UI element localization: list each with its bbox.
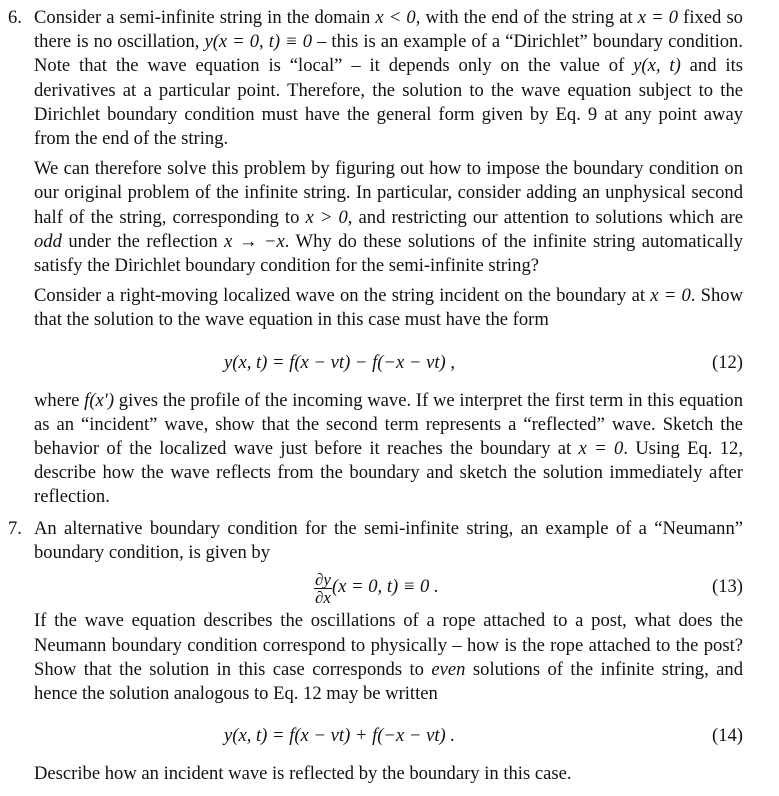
emphasis: even <box>431 658 466 680</box>
problem-6 <box>8 6 748 510</box>
text-run: . Why do these solutions of the infinite string automatically satisfy the Dirichlet boundary condition for the semi-infinite string? <box>34 230 743 277</box>
inline-math: x < 0 <box>375 7 416 28</box>
text-run: under the reflection <box>61 230 225 252</box>
equation-formula: y(x, t) = f(x − vt) − f(−x − vt) , <box>224 351 456 373</box>
paragraph <box>34 389 743 510</box>
equation-formula: y(x, t) = f(x − vt) + f(−x − vt) . <box>224 725 456 747</box>
emphasis: odd <box>34 230 62 252</box>
equation-14 <box>34 722 743 750</box>
inline-math: x = 0 <box>637 7 679 28</box>
text-run: solutions of the infinite string, and hence the solution analogous to Eq. 12 may be written <box>34 658 743 705</box>
equation-number: (12) <box>712 351 743 373</box>
inline-math: x = 0 <box>578 438 624 460</box>
text-run: and its derivatives at a particular point. Therefore, the solution to the wave equation subject to the Dirichlet boundary condition must have the general form given by Eq. 9 at any point away from the end of the string. <box>34 55 743 150</box>
fraction-numerator: ∂y <box>315 569 331 589</box>
text-run: . Show that the solution to the wave equation in this case must have the form <box>34 285 743 331</box>
text-run: – this is an example of a “Dirichlet” boundary condition. Note that the wave equation is “local” – it depends only on the value of <box>34 31 743 77</box>
problem-7 <box>8 517 748 786</box>
text-run: , with the end of the string at <box>415 7 638 28</box>
inline-math: x = 0 <box>650 285 691 307</box>
text-run: gives the profile of the incoming wave. If we interpret the first term in this equation as an “incident” wave, show that the second term represents a “reflected” wave. Sketch the behavior of the localized wave just before it reaches the boundary at <box>34 389 743 460</box>
problem-body <box>34 517 743 786</box>
paragraph <box>34 6 743 151</box>
text-run: An alternative boundary condition for the semi-infinite string, an example of a “Neumann” boundary condition, is given by <box>34 518 743 564</box>
text-run: Consider a semi-infinite string in the domain <box>34 7 376 28</box>
problem-body <box>34 6 743 510</box>
fraction-denominator: ∂x <box>315 587 331 607</box>
equation-formula <box>314 567 439 607</box>
equation-number: (13) <box>712 576 743 598</box>
problem-number: 7. <box>8 518 22 539</box>
partial-derivative <box>314 571 332 606</box>
paragraph <box>34 762 743 786</box>
paragraph <box>34 284 743 332</box>
text-run: fixed so there is no oscillation, <box>34 7 743 53</box>
paragraph <box>34 609 743 706</box>
equation-rest: (x = 0, t) ≡ 0 . <box>331 576 439 598</box>
text-run: Describe how an incident wave is reflected by the boundary in this case. <box>34 763 572 785</box>
paragraph <box>34 157 743 278</box>
text-run: . Using Eq. 12, describe how the wave reflects from the boundary and sketch the solution immediately after reflection. <box>34 438 743 508</box>
inline-math: y(x, t) <box>633 55 681 77</box>
equation-12 <box>34 349 743 377</box>
paragraph <box>34 517 743 565</box>
equation-number: (14) <box>712 725 743 747</box>
text-run: If the wave equation describes the oscillations of a rope attached to a post, what does the Neumann boundary condition correspond to physically – how is the rope attached to the post? Show that the solution in this case corresponds to <box>34 610 743 680</box>
text-run: Consider a right-moving localized wave on the string incident on the boundary at <box>34 285 651 307</box>
inline-math: x > 0 <box>305 206 348 228</box>
text-run: where <box>34 389 85 411</box>
problem-number: 6. <box>8 7 22 28</box>
inline-math: f(x′) <box>84 389 115 411</box>
text-run: , and restricting our attention to solutions which are <box>347 206 743 228</box>
text-run: We can therefore solve this problem by figuring out how to impose the boundary condition on our original problem of the infinite string. In particular, consider adding an unphysical second half of the string, corresponding to <box>34 158 743 228</box>
inline-math: y(x = 0, t) ≡ 0 <box>204 31 313 53</box>
equation-13 <box>34 567 743 607</box>
inline-math: x → −x <box>224 230 285 252</box>
